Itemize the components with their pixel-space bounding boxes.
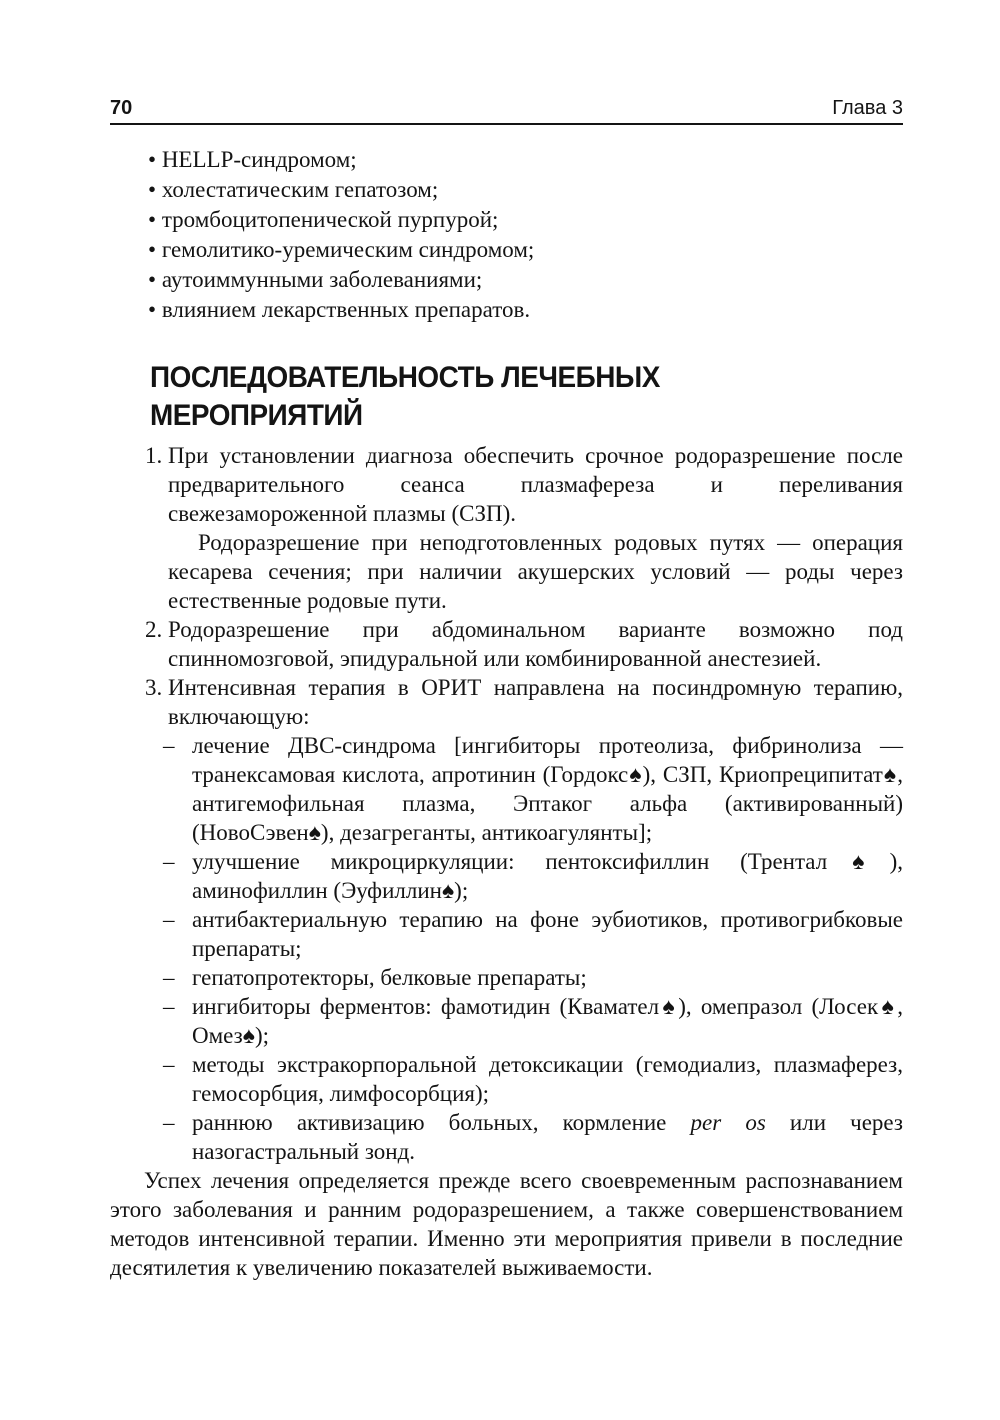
step-marker: 1. (145, 443, 163, 468)
therapy-item: – улучшение микроциркуляции: пентоксифиллин (Трентал♠), аминофиллин (Эуфиллин♠); (166, 847, 903, 905)
bullet-item: • гемолитико-уремическим синдромом; (148, 235, 903, 265)
therapy-item: – гепатопротекторы, белковые препараты; (166, 963, 903, 992)
running-head (110, 96, 903, 125)
step-text: Родоразрешение при абдоминальном варианте возможно под спинномозговой, эпидуральной или комбинированной анестезией. (168, 617, 903, 671)
page-number: 70 (110, 97, 133, 119)
bullet-item: • HELLP-синдромом; (148, 145, 903, 175)
book-page (110, 96, 903, 1282)
therapy-list (168, 731, 903, 1166)
bullet-item: • аутоиммунными заболеваниями; (148, 265, 903, 295)
item-text: раннюю активизацию больных, кормление (192, 1110, 691, 1135)
bullet-item: • тромбоцитопенической пурпурой; (148, 205, 903, 235)
bullet-item: • холестатическим гепатозом; (148, 175, 903, 205)
step-3 (110, 673, 903, 1166)
step-marker: 2. (145, 617, 163, 642)
latin-term: per os (690, 1110, 766, 1135)
therapy-item (166, 1108, 903, 1166)
item-text: или через назогастральный зонд. (192, 1110, 903, 1164)
step-2 (110, 615, 903, 673)
therapy-item: – ингибиторы ферментов: фамотидин (Квамател♠), омепразол (Лосек♠, Омез♠); (166, 992, 903, 1050)
therapy-item: – методы экстракорпоральной детоксикации (гемодиализ, плазмаферез, гемосорбция, лимфосорбция); (166, 1050, 903, 1108)
step-1 (110, 441, 903, 615)
closing-paragraph: Успех лечения определяется прежде всего своевременным распознаванием этого заболевания и ранним родоразрешением, а также совершенствованием методов интенсивной терапии. Именно эти мероприятия привели в последние десятилетия к увеличению показателей выживаемости. (110, 1168, 903, 1280)
chapter-label: Глава 3 (832, 97, 903, 119)
therapy-item: – антибактериальную терапию на фоне эубиотиков, противогрибковые препараты; (166, 905, 903, 963)
step-text: При установлении диагноза обеспечить срочное родоразрешение после предварительного сеанса плазмафереза и переливания свежезамороженной плазмы (СЗП). (168, 443, 903, 526)
treatment-steps (110, 441, 903, 1166)
step-note: Родоразрешение при неподготовленных родовых путях — операция кесарева сечения; при наличии акушерских условий — роды через естественные родовые пути. (168, 530, 903, 613)
section-title: ПОСЛЕДОВАТЕЛЬНОСТЬ ЛЕЧЕБНЫХ МЕРОПРИЯТИЙ (150, 361, 660, 432)
bullet-list (110, 145, 903, 325)
step-text: Интенсивная терапия в ОРИТ направлена на посиндромную терапию, включающую: (168, 675, 903, 729)
step-marker: 3. (145, 675, 163, 700)
bullet-item: • влиянием лекарственных препаратов. (148, 295, 903, 325)
therapy-item: – лечение ДВС-синдрома [ингибиторы протеолиза, фибринолиза — транексамовая кислота, апротинин (Гордокс♠), СЗП, Криопреципитат♠, антигемофильная плазма, Эптаког альфа (активированный) (НовоСэвен♠), дезагреганты, антикоагулянты]; (166, 731, 903, 847)
